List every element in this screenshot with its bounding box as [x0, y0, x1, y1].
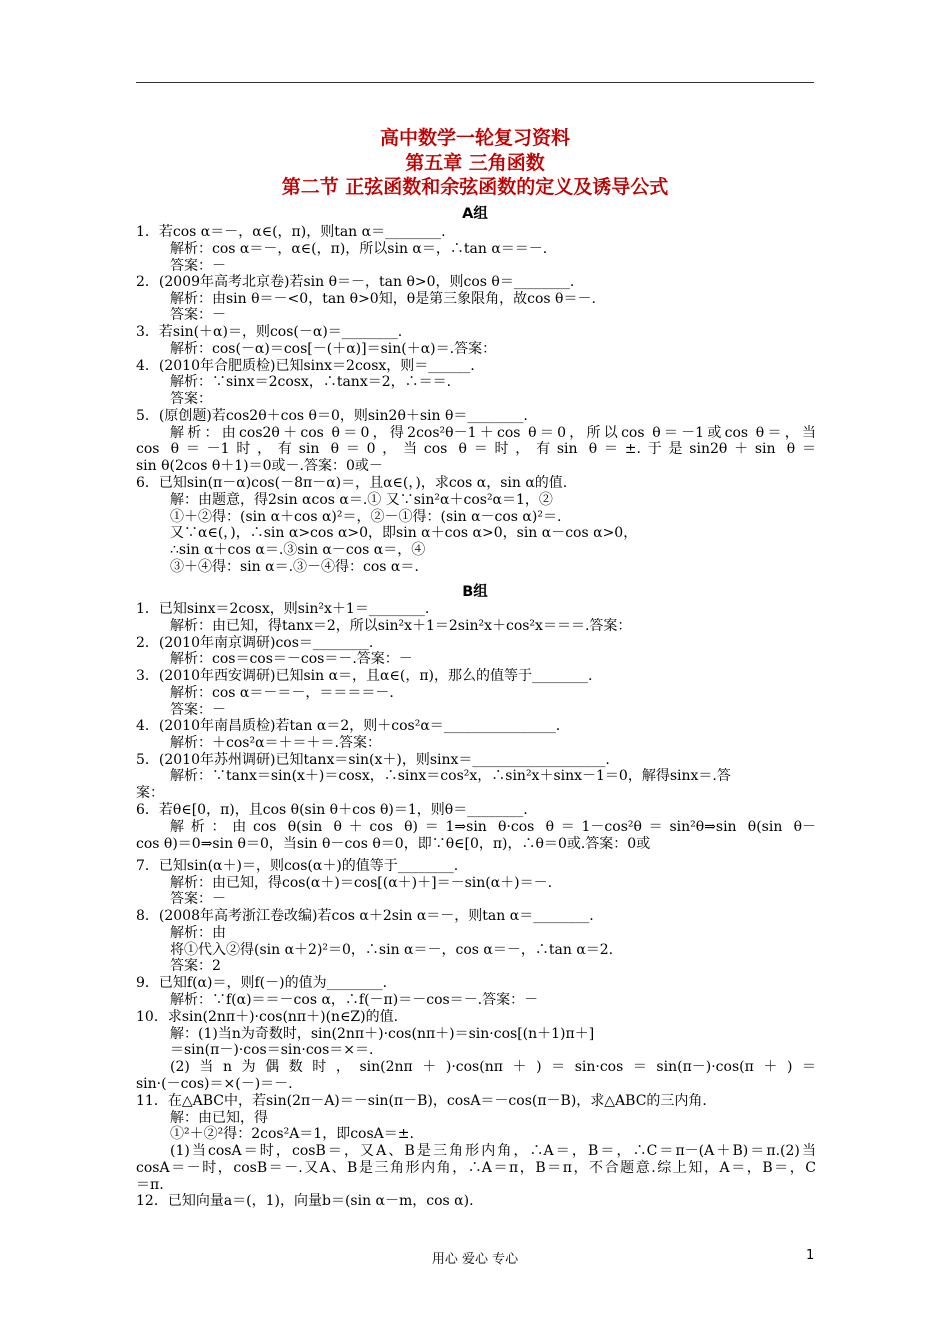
problem-line: 4．(2010年南昌质检)若tan α＝2，则＋cos²α＝________________.: [136, 718, 561, 734]
solution-line: ①＋②得：(sin α＋cos α)²＝，②－①得：(sin α－cos α)²＝.: [170, 509, 562, 525]
section-title: 第二节 正弦函数和余弦函数的定义及诱导公式: [281, 176, 669, 198]
problem-line: 3．(2010年西安调研)已知sin α＝，且α∈(，π)，那么的值等于________.: [136, 668, 593, 684]
solution-line: sin·(－cos)＝×(－)＝－.: [136, 1076, 293, 1092]
group-a-heading: A组: [462, 206, 488, 222]
solution-line: ∴sin α＋cos α＝.③sin α－cos α＝，④: [170, 542, 426, 558]
answer-line: 答案：－: [170, 307, 226, 323]
solution-line: 解析：∵sinx＝2cosx，∴tanx＝2，∴＝＝.: [170, 374, 452, 390]
solution-line: cosA＝－时，cosB＝－.又A、B是三角形内角，∴A＝π，B＝π，不合题意.综上知，A＝，B＝，C: [136, 1160, 816, 1176]
solution-line: 解析：cos(－α)＝cos[－(＋α)]＝sin(＋α)＝.答案：: [170, 341, 497, 357]
chapter-title: 第五章 三角函数: [405, 152, 545, 174]
solution-line: ＝sin(π－)·cos＝sin·cos＝×＝.: [170, 1042, 374, 1058]
solution-line: 解析：∵tanx＝sin(x＋)＝cosx，∴sinx＝cos²x，∴sin²x＋sinx－1＝0，解得sinx＝.答: [170, 768, 731, 784]
problem-line: 8．(2008年高考浙江卷改编)若cos α＋2sin α＝－，则tan α＝________.: [136, 908, 594, 924]
solution-line: 将①代入②得(sin α＋2)²＝0，∴sin α＝－，cos α＝－，∴tan α＝2.: [170, 942, 614, 958]
solution-line: 解析：由已知，得cos(α＋)＝cos[(α＋)＋]＝－sin(α＋)＝－.: [170, 875, 553, 891]
problem-line: 6．若θ∈[0，π)，且cos θ(sin θ＋cos θ)＝1，则θ＝________.: [136, 802, 528, 818]
solution-line: 解析：由: [170, 925, 226, 941]
answer-line: 答案：－: [170, 891, 226, 907]
problem-line: 9．已知f(α)＝，则f(－)的值为________.: [136, 975, 388, 991]
solution-line: 解析：cos α＝－＝－，＝＝＝＝－.: [170, 685, 394, 701]
solution-line: 又∵α∈(，)，∴sin α>cos α>0，即sin α＋cos α>0，sin α－cos α>0，: [170, 525, 638, 541]
answer-line: 答案：: [170, 391, 212, 407]
problem-line: 1．若cos α＝－，α∈(，π)，则tan α＝________.: [136, 224, 446, 240]
solution-line: 解析：由已知，得tanx＝2，所以sin²x＋1＝2sin²x＋cos²x＝＝＝.答案：: [170, 618, 632, 634]
problem-line: 6．已知sin(π－α)cos(－8π－α)＝，且α∈(，)，求cos α，sin α的值.: [136, 475, 568, 491]
solution-line: 解析：cos＝cos＝－cos＝－.答案：－: [170, 651, 413, 667]
solution-line: (1)当cosA＝时，cosB＝，又A、B是三角形内角，∴A＝，B＝，∴C＝π－(A＋B)＝π.(2)当: [170, 1143, 816, 1159]
solution-line: 解析：cos α＝－，α∈(，π)，所以sin α＝，∴tan α＝＝－.: [170, 241, 548, 257]
solution-line: 解：(1)当n为奇数时，sin(2nπ＋)·cos(nπ＋)＝sin·cos[(n＋1)π＋]: [170, 1026, 595, 1042]
solution-line: (2)当n为偶数时，sin(2nπ＋)·cos(nπ＋)＝sin·cos＝sin(π－)·cos(π＋)＝: [170, 1059, 816, 1075]
solution-line: 解析：由cos2θ＋cos θ＝0，得2cos²θ－1＋cos θ＝0，所以cos θ＝－1或cos θ＝，当: [170, 425, 816, 441]
group-b-heading: B组: [462, 584, 488, 600]
problem-line: 3．若sin(＋α)＝，则cos(－α)＝________.: [136, 324, 403, 340]
solution-line: cos θ＝－1时，有sin θ＝0，当cos θ＝时，有sin θ＝±.于是sin2θ＋sin θ＝: [136, 441, 816, 457]
solution-line: cos θ)＝0⇒sin θ＝0，当sin θ－cos θ＝0，即∵θ∈[0，π)，∴θ＝0或.答案：0或: [136, 836, 651, 852]
problem-line: 5．(2010年苏州调研)已知tanx＝sin(x＋)，则sinx＝___________________.: [136, 752, 610, 768]
solution-line: ＝π.: [136, 1177, 164, 1193]
solution-line: 解析：∵f(α)＝＝－cos α，∴f(－π)＝－cos＝－.答案：－: [170, 992, 539, 1008]
solution-line: 解析：由cos θ(sin θ＋cos θ)＝1⇒sin θ·cos θ＝1－cos²θ＝sin²θ⇒sin θ(sin θ－: [170, 819, 816, 835]
page-number: 1: [806, 1248, 815, 1263]
answer-line: 答案：－: [170, 702, 226, 718]
problem-line: 12．已知向量a＝(，1)，向量b＝(sin α－m，cos α).: [136, 1193, 474, 1209]
answer-line: 答案：－: [170, 258, 226, 274]
solution-line: 解：由题意，得2sin αcos α＝.① 又∵sin²α＋cos²α＝1，②: [170, 492, 553, 508]
problem-line: 7．已知sin(α＋)＝，则cos(α＋)的值等于________.: [136, 858, 459, 874]
solution-line: sin θ(2cos θ＋1)＝0或－.答案：0或－: [136, 458, 383, 474]
problem-line: 4．(2010年合肥质检)已知sinx＝2cosx，则＝______.: [136, 358, 475, 374]
problem-line: 10．求sin(2nπ＋)·cos(nπ＋)(n∈Z)的值.: [136, 1009, 399, 1025]
problem-line: 11．在△ABC中，若sin(2π－A)＝－sin(π－B)，cosA＝－cos(π－B)，求△ABC的三内角.: [136, 1093, 707, 1109]
page-footer: 用心 爱心 专心: [431, 1252, 519, 1267]
problem-line: 5．(原创题)若cos2θ＋cos θ＝0，则sin2θ＋sin θ＝________.: [136, 408, 528, 424]
solution-line: 解析：由sin θ＝－<0，tan θ>0知，θ是第三象限角，故cos θ＝－.: [170, 291, 596, 307]
solution-line: 解：由已知，得: [170, 1110, 268, 1126]
solution-line: 解析：＋cos²α＝＋＝＋＝.答案：: [170, 735, 381, 751]
solution-line: ①²＋②²得：2cos²A＝1，即cosA＝±.: [170, 1126, 414, 1142]
solution-line: 案：: [136, 785, 164, 801]
answer-line: 答案：2: [170, 958, 221, 974]
problem-line: 1．已知sinx＝2cosx，则sin²x＋1＝________.: [136, 601, 430, 617]
header-rule: [136, 82, 814, 83]
problem-line: 2．(2009年高考北京卷)若sin θ＝－，tan θ>0，则cos θ＝________.: [136, 274, 575, 290]
solution-line: ③＋④得：sin α＝.③－④得：cos α＝.: [170, 559, 419, 575]
problem-line: 2．(2010年南京调研)cos＝________.: [136, 635, 374, 651]
doc-title: 高中数学一轮复习资料: [379, 127, 570, 149]
